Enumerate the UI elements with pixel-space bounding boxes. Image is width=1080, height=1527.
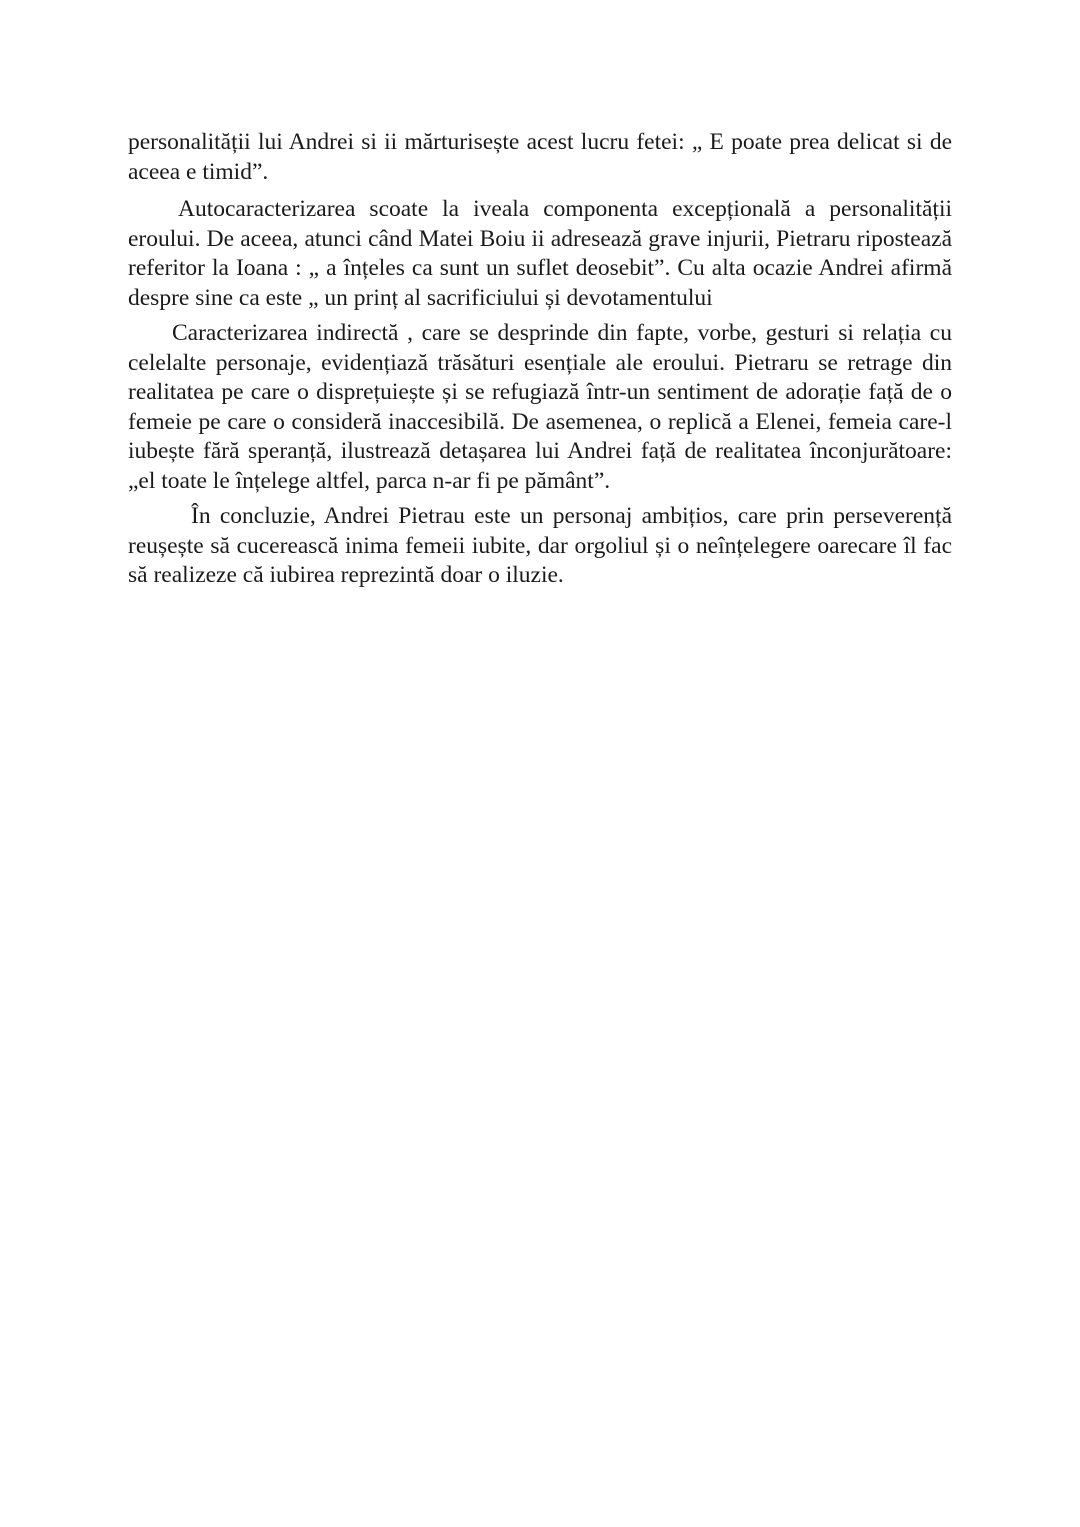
paragraph-caracterizare-indirecta: Caracterizarea indirectă , care se desprinde din fapte, vorbe, gesturi si relația cu celelalte personaje, evidențiază trăsături esențiale ale eroului. Pietraru se retrage din realitatea pe care o disprețuiește și se refugiază într-un sentiment de adorație față de o femeie pe care o consideră inaccesibilă. De asemenea, o replică a Elenei, femeia care-l iubește fără speranță, ilustrează detașarea lui Andrei față de realitatea înconjurătoare: „el toate le înțelege altfel, parca n-ar fi pe pământ”. (128, 320, 952, 494)
document-body (128, 128, 952, 591)
paragraph-concluzie: În concluzie, Andrei Pietrau este un personaj ambițios, care prin perseverență reușește să cucerească inima femeii iubite, dar orgoliul și o neînțelegere oarecare îl fac să realizeze că iubirea reprezintă doar o iluzie. (128, 503, 952, 588)
paragraph-continuation: personalității lui Andrei si ii mărturisește acest lucru fetei: „ E poate prea delicat si de aceea e timid”. (128, 129, 952, 185)
paragraph-autocaracterizare: Autocaracterizarea scoate la iveala componenta excepțională a personalității eroului. De aceea, atunci când Matei Boiu ii adresează grave injurii, Pietraru ripostează referitor la Ioana : „ a înțeles ca sunt un suflet deosebit”. Cu alta ocazie Andrei afirmă despre sine ca este „ un prinț al sacrificiului și devotamentului (128, 196, 952, 311)
